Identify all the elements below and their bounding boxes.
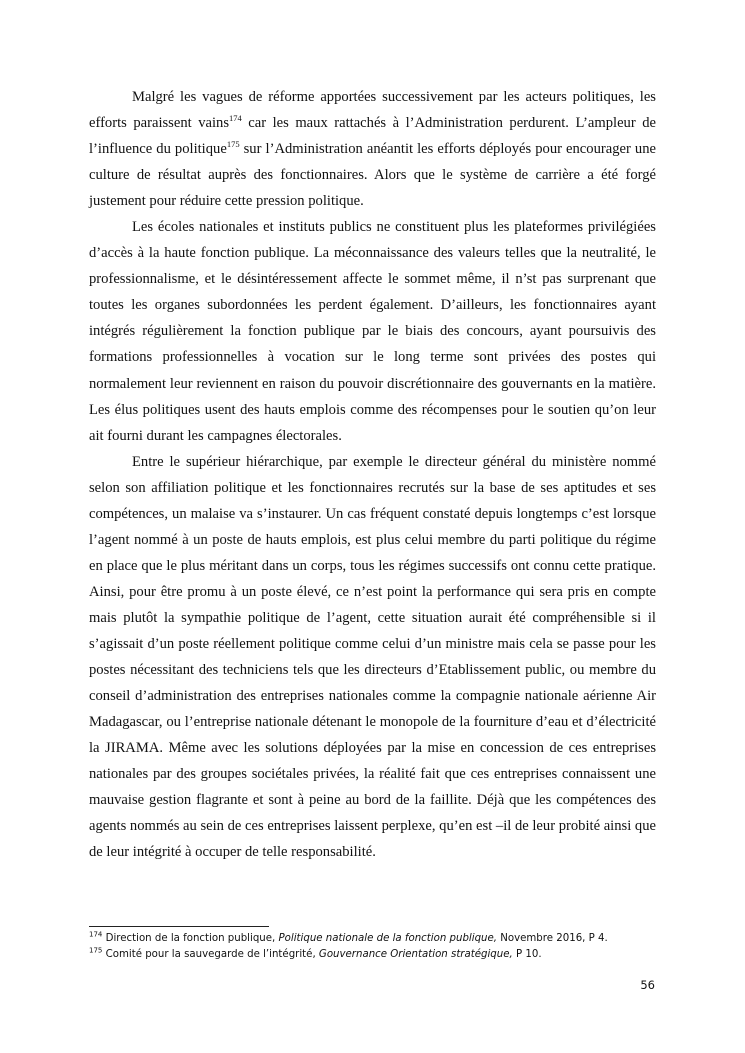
footnotes (89, 931, 656, 963)
paragraph-text: Les écoles nationales et instituts publics ne constituent plus les plateformes privilégiées d’accès à la haute fonction publique. La méconnaissance des valeurs telles que la neutralité, le professionnalisme, et le désintéressement affecte le sommet même, il n’st pas surprenant que toutes les organes subordonnées les perdent également. D’ailleurs, les fonctionnaires ayant intégrés régulièrement la fonction publique par le biais des concours, ayant poursuivis des formations professionnelles à vocation sur le long terme sont privées des postes qui normalement leur reviennent en raison du pouvoir discrétionnaire des gouvernants en la matière. Les élus politiques usent des hauts emplois comme des récompenses pour le soutien qu’on leur ait fourni durant les campagnes électorales. (89, 219, 656, 444)
footnote-author: Direction de la fonction publique, (102, 933, 279, 944)
page-number: 56 (640, 978, 655, 992)
paragraph-text: Malgré les vagues de réforme apportées successivement par les acteurs politiques, les efforts paraissent vains (89, 89, 656, 132)
footnote-number: 175 (89, 946, 103, 955)
footnote-details: P 10. (512, 949, 542, 960)
paragraph (89, 214, 656, 448)
footnote-reference: 174 (229, 113, 242, 124)
paragraph (89, 84, 656, 214)
footnote (89, 947, 656, 963)
footnote (89, 931, 656, 947)
footnote-title: Gouvernance Orientation stratégique, (318, 949, 513, 960)
body-text (89, 84, 656, 865)
paragraph-text: car les maux rattachés à l’Administration perdurent. L’ampleur de l’influence du politique (89, 115, 656, 158)
footnote-reference: 175 (226, 139, 240, 150)
footnote-number: 174 (89, 930, 103, 939)
footnote-separator (89, 926, 269, 927)
paragraph-text: Entre le supérieur hiérarchique, par exemple le directeur général du ministère nommé selon son affiliation politique et les fonctionnaires recrutés sur la base de ses aptitudes et ses compétences, un malaise va s’instaurer. Un cas fréquent constaté depuis longtemps c’est lorsque l’agent nommé à un poste de hauts emplois, est plus celui membre du parti politique du régime en place que le plus méritant dans un corps, tous les régimes successifs ont connu cette pratique. Ainsi, pour être promu à un poste élevé, ce n’est point la performance qui sera pris en compte mais plutôt la sympathie politique de l’agent, cette situation aurait été compréhensible si il s’agissait d’un poste réellement politique comme celui d’un ministre mais cela se passe pour les postes nécessitant des techniciens tels que les directeurs d’Etablissement public, ou membre du conseil d’administration des entreprises nationales comme la compagnie nationale aérienne Air Madagascar, ou l’entreprise nationale détenant le monopole de la fourniture d’eau et d’électricité la JIRAMA. Même avec les solutions déployées par la mise en concession de ces entreprises nationales par des groupes sociétales privées, la réalité fait que ces entreprises connaissent une mauvaise gestion flagrante et sont à peine au bord de la faillite. Déjà que les compétences des agents nommés au sein de ces entreprises laissent perplexe, qu’en est –il de leur probité ainsi que de leur intégrité à occuper de telle responsabilité. (89, 453, 656, 861)
footnote-author: Comité pour la sauvegarde de l’intégrité, (102, 949, 319, 960)
footnote-details: Novembre 2016, P 4. (497, 933, 608, 944)
paragraph (89, 449, 656, 866)
footnote-title: Politique nationale de la fonction publique, (278, 933, 497, 944)
paragraph-text: sur l’Administration anéantit les efforts déployés pour encourager une culture de résultat auprès des fonctionnaires. Alors que le système de carrière a été forgé justement pour réduire cette pression politique. (89, 141, 656, 210)
